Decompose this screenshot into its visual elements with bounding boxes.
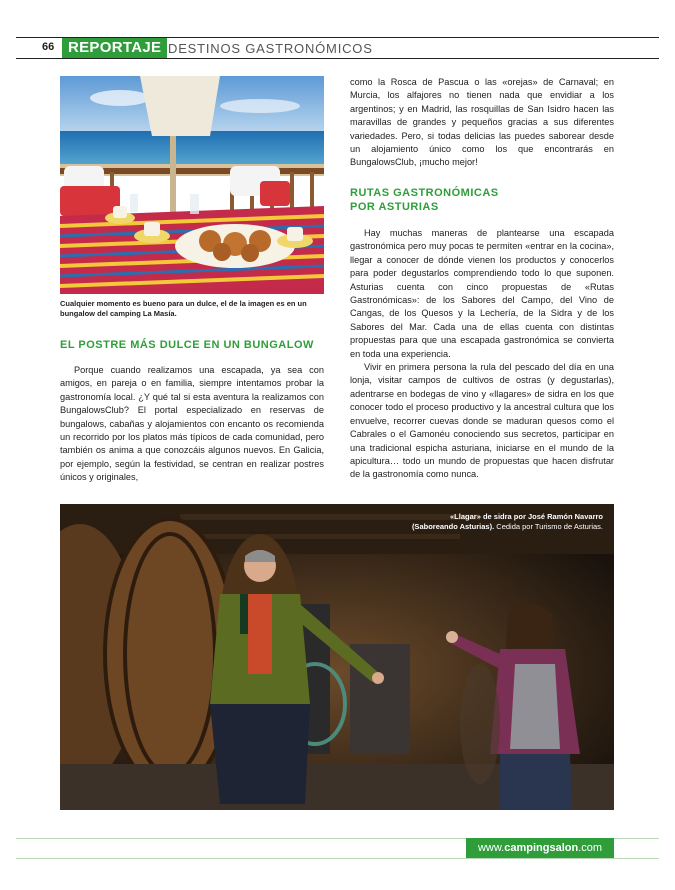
section-tag: REPORTAJE (62, 38, 167, 58)
left-paragraph: Porque cuando realizamos una escapada, ya sea con amigos, en pareja o en familia, siempre intentamos probar la gastronomía local. ¿Y qué tal si esta aventura la realizamos con BungalowsClub? El portal especializado en reservas de bungalows, cabañas y alojamientos con encanto os recomienda un recorrido por los platos más típicos de cada comunidad, pero también os anima a que conozcáis algunos nuevos. En Galicia, por ejemplo, según la festividad, se centran en realizar postres únicos y originales, (60, 365, 324, 483)
footer-rule-bottom (16, 858, 659, 859)
cellar-illustration (60, 504, 614, 810)
footer-url-prefix: www. (477, 842, 505, 854)
footer-url-suffix: .com (578, 842, 603, 854)
right-heading-line1: RUTAS GASTRONÓMICAS (350, 187, 499, 199)
right-paragraph-2: Vivir en primera persona la rula del pescado del día en una lonja, visitar campos de cultivos de ostras (y degustarlas), adentrarse en bodegas de vino y «llagares» de sidra en los que conocer todo el proceso productivo y la ancestral cultura que los envuelve, recorrer cuevas donde se maduran quesos como el Cabrales o el Gamonéu conociendo sus secretos, participar en una tradicional espicha asturiana, iniciarse en el mundo de la apicultura… todo un mundo de propuestas que hacen disfrutar de la gastronomía como nunca. (350, 362, 614, 480)
photo-bungalow-terrace (60, 76, 324, 294)
right-heading (350, 186, 614, 214)
footer-website-link[interactable] (466, 838, 614, 858)
section-subtitle: DESTINOS GASTRONÓMICOS (168, 41, 373, 56)
right-body-text (350, 227, 614, 482)
photo-bottom-caption (403, 512, 603, 532)
left-heading: EL POSTRE MÁS DULCE EN UN BUNGALOW (60, 339, 314, 351)
page-number: 66 (42, 41, 55, 53)
photo-bottom-caption-bold: «Llagar» de sidra por José Ramón Navarro (Saboreando Asturias). (411, 512, 603, 531)
right-paragraph-1: Hay muchas maneras de plantearse una escapada gastronómica pero muy pocas te permiten «entrar en la cocina», llegar a conocer de dónde vienen los productos y conocerlos para poder degustarlos comprendiendo todo lo que suponen. Asturias cuenta con cinco propuestas de «Rutas Gastronómicas»: de los Sabores del Campo, del Vino de Cangas, de los Quesos y la Lechería, de la Sidra y de los Sabores del Mar. Cada una de ellas cuenta con distintas propuestas para que una escapada gastronómica se convierta en toda una experiencia. (350, 228, 614, 359)
right-intro-text (350, 76, 614, 170)
photo-top-caption: Cualquier momento es bueno para un dulce, el de la imagen es en un bungalow del camping La Masía. (60, 299, 307, 318)
terrace-illustration (60, 76, 324, 294)
photo-cider-cellar (60, 504, 614, 810)
footer-url-bold: campingsalon (504, 842, 579, 854)
right-intro-paragraph: como la Rosca de Pascua o las «orejas» de Carnaval; en Murcia, los alfajores no tienen nada que envidiar a los argentinos; y en Madrid, las rosquillas de San Isidro hacen las maravillas de grandes y pequeños gracias a sus diferentes variedades. Pero, si todas delicias las puedes saborear desde un alojamiento único como los que encontrarás en BungalowsClub, ¡mucho mejor! (350, 77, 614, 168)
photo-bottom-caption-credit: Cedida por Turismo de Asturias. (496, 522, 603, 531)
left-column-text (60, 364, 324, 485)
right-heading-line2: POR ASTURIAS (350, 201, 439, 213)
header-rule-bottom (16, 58, 659, 59)
